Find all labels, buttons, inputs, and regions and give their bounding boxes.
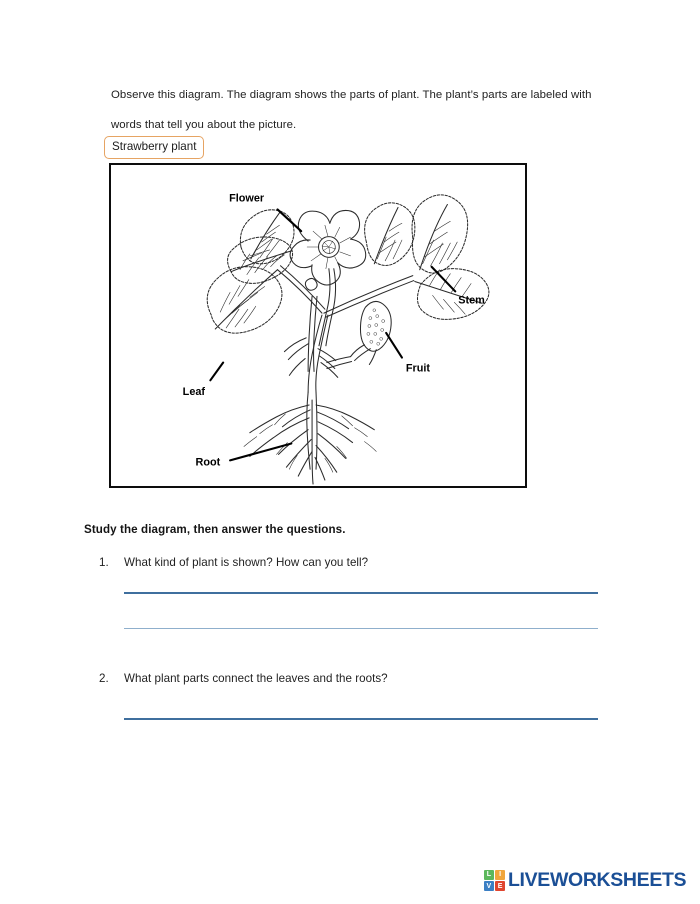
logo-letter-e: E	[495, 881, 505, 891]
answer-line-2a[interactable]	[124, 718, 598, 720]
liveworksheets-logo	[484, 869, 686, 892]
question-1-number: 1.	[99, 556, 109, 569]
liveworksheets-mark-icon	[484, 870, 505, 891]
root-label-text: Root	[195, 456, 221, 469]
logo-letter-i: I	[495, 870, 505, 880]
leaf-label-text: Leaf	[182, 386, 206, 399]
flower-leader-line	[278, 209, 302, 231]
leaf-leader-line	[210, 363, 223, 381]
answer-line-1a[interactable]	[124, 592, 598, 594]
root-leader-line	[230, 444, 291, 461]
diagram-caption-chip: Strawberry plant	[104, 136, 204, 159]
intro-paragraph: Observe this diagram. The diagram shows the parts of plant. The plant’s parts are labeled with words that tell you about the picture.	[111, 89, 592, 131]
fruit-leader-line	[386, 333, 402, 358]
stem-label-text: Stem	[458, 294, 485, 307]
liveworksheets-wordmark: LIVEWORKSHEETS	[508, 869, 687, 891]
question-1-text: What kind of plant is shown? How can you tell?	[124, 556, 369, 569]
flower-label-text: Flower	[229, 192, 265, 205]
study-instruction: Study the diagram, then answer the questions.	[84, 523, 346, 536]
answer-line-1b[interactable]	[124, 628, 598, 629]
fruit-label-text: Fruit	[405, 362, 431, 375]
question-2-number: 2.	[99, 672, 109, 685]
plant-diagram-frame	[109, 163, 527, 488]
logo-letter-v: V	[484, 881, 494, 891]
question-1	[99, 556, 368, 569]
logo-letter-l: L	[484, 870, 494, 880]
question-2-text: What plant parts connect the leaves and the roots?	[124, 672, 388, 685]
question-2	[99, 672, 388, 685]
strawberry-plant-illustration	[111, 165, 525, 486]
